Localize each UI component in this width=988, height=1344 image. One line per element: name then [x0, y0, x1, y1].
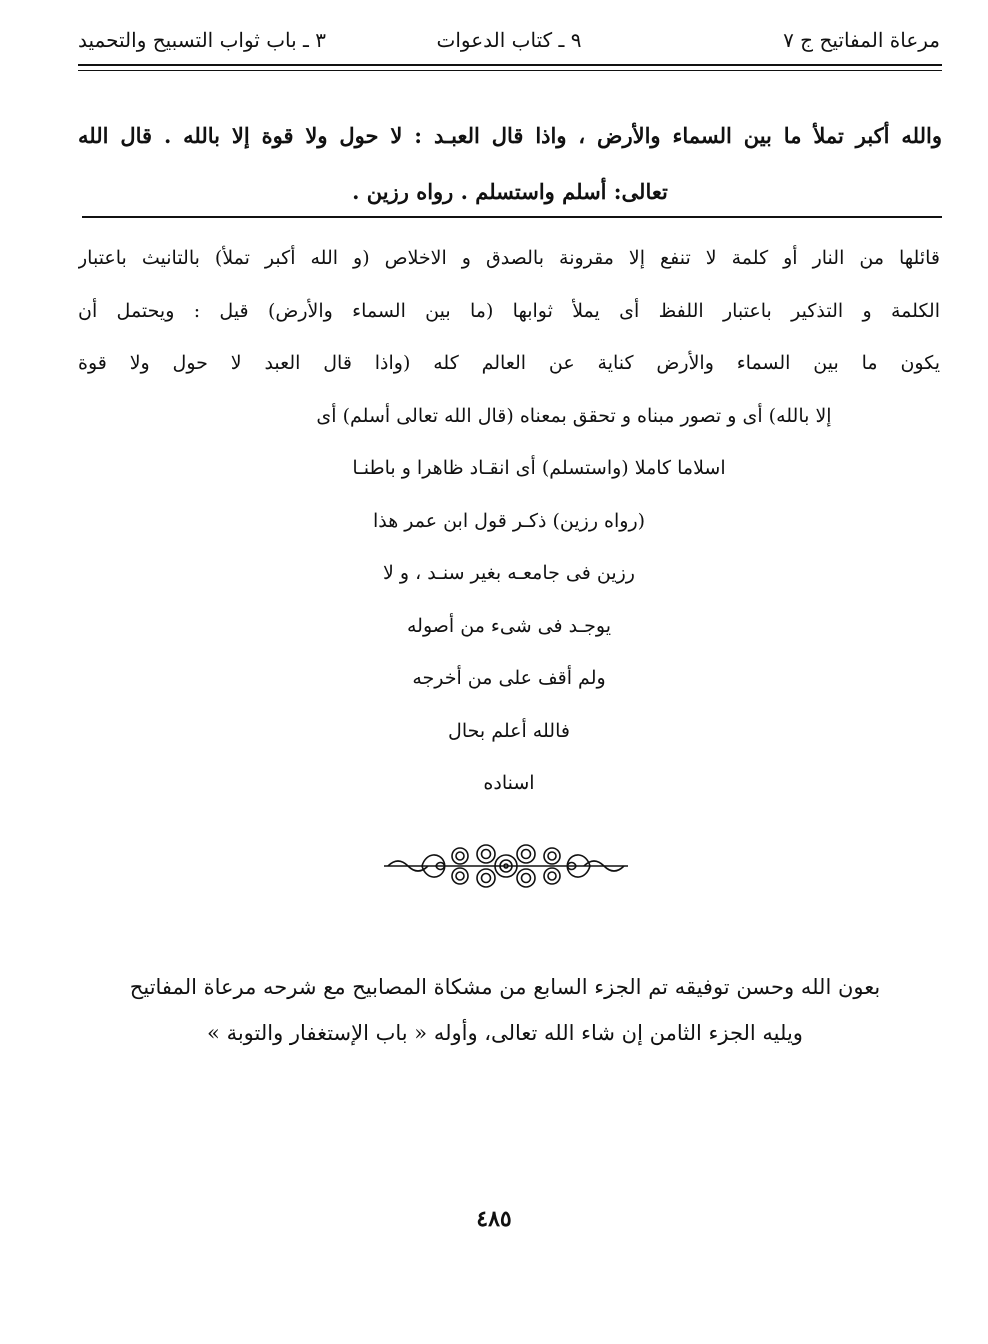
- separator-rule: [82, 216, 942, 218]
- commentary-line: يكون ما بين السماء والأرض كناية عن العالم كله (واذا قال العبد لا حول ولا قوة: [78, 352, 940, 374]
- running-header: [78, 24, 940, 60]
- colophon: [120, 964, 890, 1056]
- commentary-line: فالله أعلم بحال: [448, 719, 570, 742]
- commentary-line: إلا بالله) أى و تصور مبناه و تحقق بمعناه (قال الله تعالى أسلم) أى: [316, 404, 832, 427]
- hadith-line: والله أكبر تملأ ما بين السماء والأرض ، واذا قال العبـد : لا حول ولا قوة إلا بالله . قال الله: [78, 123, 942, 148]
- hadith-text: [78, 108, 942, 220]
- colophon-line: بعون الله وحسن توفيقه تم الجزء السابع من مشكاة المصابيح مع شرحه مرعاة المفاتيح: [129, 975, 881, 999]
- commentary-line: رزين فى جامعـه بغير سنـد ، و لا: [383, 562, 635, 584]
- commentary-line: الكلمة و التذكير باعتبار اللفظ أى يملأ ثوابها (ما بين السماء والأرض) قيل : ويحتمل أن: [78, 299, 940, 322]
- header-book-volume: مرعاة المفاتيح ج ٧: [783, 28, 940, 52]
- header-kitab: ٩ ـ كتاب الدعوات: [436, 28, 582, 52]
- commentary-text: [78, 232, 940, 810]
- commentary-line: (رواه رزين) ذكـر قول ابن عمر هذا: [372, 509, 646, 532]
- commentary-line: اسناده: [483, 772, 535, 794]
- hadith-line: تعالى: أسلم واستسلم . رواه رزين .: [352, 179, 668, 204]
- header-rule-thin: [78, 70, 942, 71]
- commentary-line: اسلاما كاملا (واستسلم) أى انقـاد ظاهرا و باطنـا: [352, 457, 726, 479]
- scroll-ornament-icon: [382, 840, 630, 892]
- commentary-line: ولم أقف على من أخرجه: [412, 667, 606, 689]
- colophon-line: ويليه الجزء الثامن إن شاء الله تعالى، وأوله « باب الإستغفار والتوبة »: [207, 1021, 803, 1045]
- commentary-line: يوجـد فى شىء من أصوله: [407, 614, 611, 637]
- header-rule-thick: [78, 64, 942, 66]
- commentary-line: قائلها من النار أو كلمة لا تنفع إلا مقرونة بالصدق و الاخلاص (و الله أكبر تملأ) بالتانيث باعتبار: [78, 247, 940, 269]
- page-number: ٤٨٥: [476, 1206, 512, 1232]
- header-bab: ٣ ـ باب ثواب التسبيح والتحميد: [78, 28, 327, 52]
